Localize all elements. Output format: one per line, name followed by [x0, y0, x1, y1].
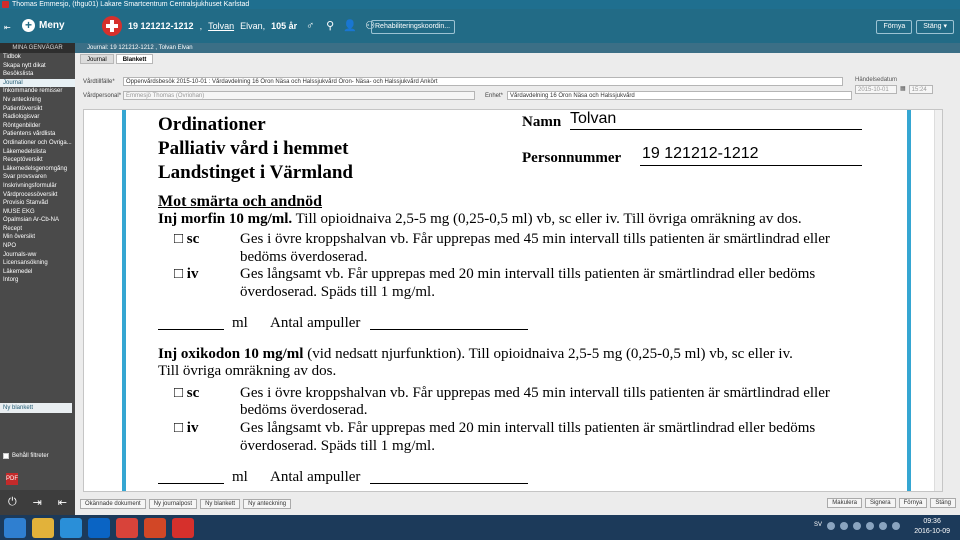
sidebar-item[interactable]: Inkommande remisser — [3, 88, 63, 95]
new-form-button[interactable]: Ny blankett — [200, 499, 240, 509]
oxikodon-intro-bold: Inj oxikodon 10 mg/ml — [158, 346, 304, 362]
vardpersonal-select[interactable]: Emmesjö Thomas (Övriohan) — [123, 91, 475, 100]
people-icon[interactable]: ⚇ — [365, 20, 376, 32]
morfin-iv-line2: överdoserad. Späds till 1 mg/ml. — [240, 284, 435, 300]
ie-icon[interactable] — [60, 518, 82, 538]
tray-icon[interactable] — [892, 522, 900, 530]
vardtillfalle-select[interactable]: Öppenvårdsbesök 2015-10-01 : Vårdavdelning 16 Öron Näsa och Halssjukvård Öron- Näsa- och Halssjukvård Ankört — [123, 77, 843, 86]
unknown-documents-button[interactable]: Okännade dokument — [80, 499, 146, 509]
separator-comma: , — [199, 21, 203, 31]
calendar-icon[interactable]: ▦ — [900, 86, 906, 92]
patient-name[interactable]: Tolvan — [208, 21, 235, 31]
sidebar-item[interactable]: Skapa nytt dikat — [3, 62, 46, 69]
system-tray — [814, 522, 900, 530]
cancel-record-button[interactable]: Makulera — [827, 498, 862, 508]
event-time-input[interactable]: 15:24 — [909, 85, 933, 94]
morfin-intro-rest: Till opioidnaiva 2,5-5 mg (0,25-0,5 ml) vb, sc eller iv. Till övriga omräkning av dos. — [292, 211, 802, 227]
pnr-value[interactable]: 19 121212-1212 — [642, 145, 759, 162]
system-clock[interactable] — [914, 517, 950, 537]
document-right-border — [907, 110, 911, 492]
sidebar-item[interactable]: Recept — [3, 225, 23, 232]
form-document — [83, 109, 943, 492]
patient-header — [0, 9, 960, 43]
pnr-underline — [640, 165, 862, 166]
chrome-icon[interactable] — [116, 518, 138, 538]
person-icon[interactable]: 👤 — [343, 20, 357, 32]
sidebar-header: MINA GENVÄGAR — [0, 43, 75, 53]
morfin-sc-line2: bedöms överdoserad. — [240, 249, 368, 265]
vardtillfalle-row — [83, 77, 843, 86]
morfin-sc-line1: Ges i övre kroppshalvan vb. Får upprepas med 45 min intervall tills patienten är smärtlindrad eller — [240, 231, 830, 247]
sidebar-item[interactable]: Provisio Stanvåd — [3, 200, 49, 207]
file-explorer-icon[interactable] — [32, 518, 54, 538]
doc-title-3: Landstinget i Värmland — [158, 162, 353, 183]
language-indicator[interactable]: SV — [813, 522, 822, 528]
journal-header: Journal: 19 121212-1212 , Tolvan Elvan — [75, 43, 960, 53]
pnr-label: Personnummer — [522, 150, 622, 166]
sidebar-item[interactable]: Röntgenbilder — [3, 122, 41, 129]
sidebar-item[interactable]: Journal — [0, 79, 75, 88]
patient-id[interactable]: 19 121212-1212 — [128, 21, 194, 31]
exit-icon[interactable]: ⇤ — [57, 497, 68, 509]
sidebar-item[interactable]: Patientöversikt — [3, 105, 43, 112]
close-dropdown-button[interactable]: Stäng ▾ — [916, 20, 954, 34]
rehab-coordinator-button[interactable]: Rehabiliteringskoordin... — [371, 20, 455, 34]
oxikodon-intro-line2: Till övriga omräkning av dos. — [158, 363, 337, 379]
menu-label: Meny — [39, 20, 65, 31]
outlook-icon[interactable] — [88, 518, 110, 538]
new-note-button[interactable]: Ny anteckning — [243, 499, 291, 509]
new-journal-entry-button[interactable]: Ny journalpost — [149, 499, 197, 509]
document-scrollbar[interactable] — [934, 110, 942, 492]
window-title: Thomas Emmesjo, (thgu01) Lakare Smartcentrum Centralsjukhuset Karlstad — [12, 1, 250, 8]
oxikodon-sc-line1: Ges i övre kroppshalvan vb. Får upprepas med 45 min intervall tills patienten är smärtlindrad eller — [240, 385, 830, 401]
oxikodon-iv-line2: överdoserad. Späds till 1 mg/ml. — [240, 438, 435, 454]
sidebar — [0, 43, 75, 490]
tray-icon[interactable] — [827, 522, 835, 530]
oxikodon-intro-rest: (vid nedsatt njurfunktion). Till opioidnaiva 2,5-5 mg (0,25-0,5 ml) vb, sc eller iv. — [303, 346, 793, 362]
tab-bar — [80, 54, 153, 64]
oxikodon-ampuller-field[interactable] — [370, 483, 528, 484]
sidebar-item[interactable]: Ordinationer och Övriga... — [3, 139, 72, 146]
power-icon[interactable]: ⏻ — [7, 496, 17, 508]
oxikodon-ml-label: ml — [232, 469, 248, 485]
sidebar-item[interactable]: MUSE EKG — [3, 208, 35, 215]
section-heading: Mot smärta och andnöd — [158, 193, 323, 210]
tray-icon[interactable] — [853, 522, 861, 530]
doc-title-2: Palliativ vård i hemmet — [158, 138, 349, 159]
collapse-arrow-icon[interactable]: ⇤ — [4, 23, 11, 32]
checkbox-box[interactable] — [3, 453, 9, 459]
doc-title-1: Ordinationer — [158, 114, 266, 135]
sidebar-item[interactable]: Läkemedelslista — [3, 148, 47, 155]
patient-given-name: Elvan, — [240, 21, 266, 31]
oxikodon-iv-checkbox[interactable]: □ iv — [174, 420, 199, 436]
oxikodon-ml-field[interactable] — [158, 483, 224, 484]
sidebar-item[interactable]: Svar provsvaren — [3, 174, 47, 181]
name-value[interactable]: Tolvan — [570, 110, 617, 127]
sidebar-item[interactable]: NPO — [3, 243, 17, 250]
clock-time: 09:36 — [923, 518, 941, 525]
sidebar-item[interactable]: Patientens vårdlista — [3, 131, 56, 138]
morfin-iv-line1: Ges långsamt vb. Får upprepas med 20 min intervall tills patienten är smärtlindrad eller bedöms — [240, 266, 816, 282]
enhet-label: Enhet* — [485, 92, 504, 99]
name-underline — [570, 129, 862, 130]
tray-icon[interactable] — [879, 522, 887, 530]
sidebar-item[interactable]: Journals-ww — [3, 251, 37, 258]
form-action-bar — [75, 492, 960, 515]
tab-blankett[interactable]: Blankett — [116, 54, 154, 64]
sidebar-new-form[interactable]: Ny blankett — [0, 403, 72, 413]
tray-icon[interactable] — [840, 522, 848, 530]
checkbox-label: Behåll filtreter — [12, 453, 49, 459]
patient-age: 105 år — [271, 21, 298, 31]
morfin-intro — [158, 211, 802, 228]
sidebar-item[interactable]: Opalmsian Ar-Cb-NA — [3, 217, 60, 224]
tray-icon[interactable] — [866, 522, 874, 530]
pdf-icon[interactable]: PDF — [6, 473, 18, 485]
cosmic-app-icon[interactable] — [172, 518, 194, 538]
enhet-select[interactable]: Vårdavdelning 16 Öron Näsa och Halssjukvård — [507, 91, 852, 100]
sidebar-item[interactable]: Vårdprocessöversikt — [3, 191, 58, 198]
sidebar-item[interactable]: Läkemedelsgenomgång — [3, 165, 68, 172]
tab-journal[interactable]: Journal — [80, 54, 114, 64]
keep-filter-checkbox[interactable] — [3, 453, 49, 459]
morfin-intro-bold: Inj morfin 10 mg/ml. — [158, 211, 293, 227]
sidebar-list — [0, 53, 75, 285]
oxikodon-sc-checkbox[interactable]: □ sc — [174, 385, 200, 401]
clock-date: 2016-10-09 — [914, 528, 950, 535]
menu-button[interactable] — [22, 19, 65, 32]
male-icon: ♂ — [306, 20, 315, 32]
sidebar-item[interactable]: Besökslista — [3, 71, 34, 78]
vardtillfalle-label: Vårdtillfälle* — [83, 78, 115, 85]
oxikodon-iv-line1: Ges långsamt vb. Får upprepas med 20 min intervall tills patienten är smärtlindrad eller bedöms — [240, 420, 816, 436]
vardpersonal-label: Vårdpersonal* — [83, 92, 122, 99]
oxikodon-sc-line2: bedöms överdoserad. — [240, 402, 368, 418]
morfin-sc-checkbox[interactable]: □ sc — [174, 231, 200, 247]
main-panel — [75, 43, 960, 515]
name-label: Namn — [522, 114, 562, 130]
sidebar-bottom-icons — [0, 490, 75, 515]
oxikodon-ampuller-label: Antal ampuller — [270, 469, 361, 485]
sidebar-item[interactable]: Receptöversikt — [3, 157, 43, 164]
renew-form-button[interactable]: Förnya — [899, 498, 928, 508]
location-pin-icon[interactable]: ⚲ — [326, 20, 335, 32]
start-button[interactable] — [4, 518, 26, 538]
sidebar-item[interactable]: Radiologisvar — [3, 114, 40, 121]
morfin-ampuller-label: Antal ampuller — [270, 315, 361, 331]
sidebar-item[interactable]: Licensansökning — [3, 260, 48, 267]
sidebar-item[interactable]: Min översikt — [3, 234, 36, 241]
app-logo-icon — [2, 1, 9, 8]
sidebar-item[interactable]: Inskrivningsformulär — [3, 182, 57, 189]
windows-taskbar — [0, 515, 960, 540]
close-form-button[interactable]: Stäng — [930, 498, 956, 508]
morfin-ampuller-field[interactable] — [370, 329, 528, 330]
window-titlebar — [0, 0, 960, 9]
sign-button[interactable]: Signera — [865, 498, 896, 508]
powerpoint-icon[interactable] — [144, 518, 166, 538]
taskbar-apps — [4, 518, 194, 538]
morfin-ml-label: ml — [232, 315, 248, 331]
sidebar-item[interactable]: Läkemedel — [3, 268, 33, 275]
morfin-ml-field[interactable] — [158, 329, 224, 330]
sidebar-item[interactable]: Intorg — [3, 277, 19, 284]
morfin-iv-checkbox[interactable]: □ iv — [174, 266, 199, 282]
event-date-input[interactable]: 2015-10-01 — [855, 85, 897, 94]
sidebar-item[interactable]: Tidbok — [3, 54, 21, 60]
plus-icon: + — [22, 19, 35, 32]
document-left-border — [122, 110, 126, 492]
sidebar-item[interactable]: Nv anteckning — [3, 96, 42, 103]
logout-icon[interactable]: ⇥ — [32, 497, 42, 509]
renew-button[interactable]: Förnya — [876, 20, 912, 34]
event-date-label: Händelsedatum — [855, 77, 898, 83]
event-date-box — [855, 77, 933, 94]
oxikodon-intro — [158, 346, 793, 363]
patient-info — [102, 15, 377, 37]
medical-cross-icon[interactable] — [102, 16, 122, 36]
vardpersonal-row — [83, 91, 852, 100]
